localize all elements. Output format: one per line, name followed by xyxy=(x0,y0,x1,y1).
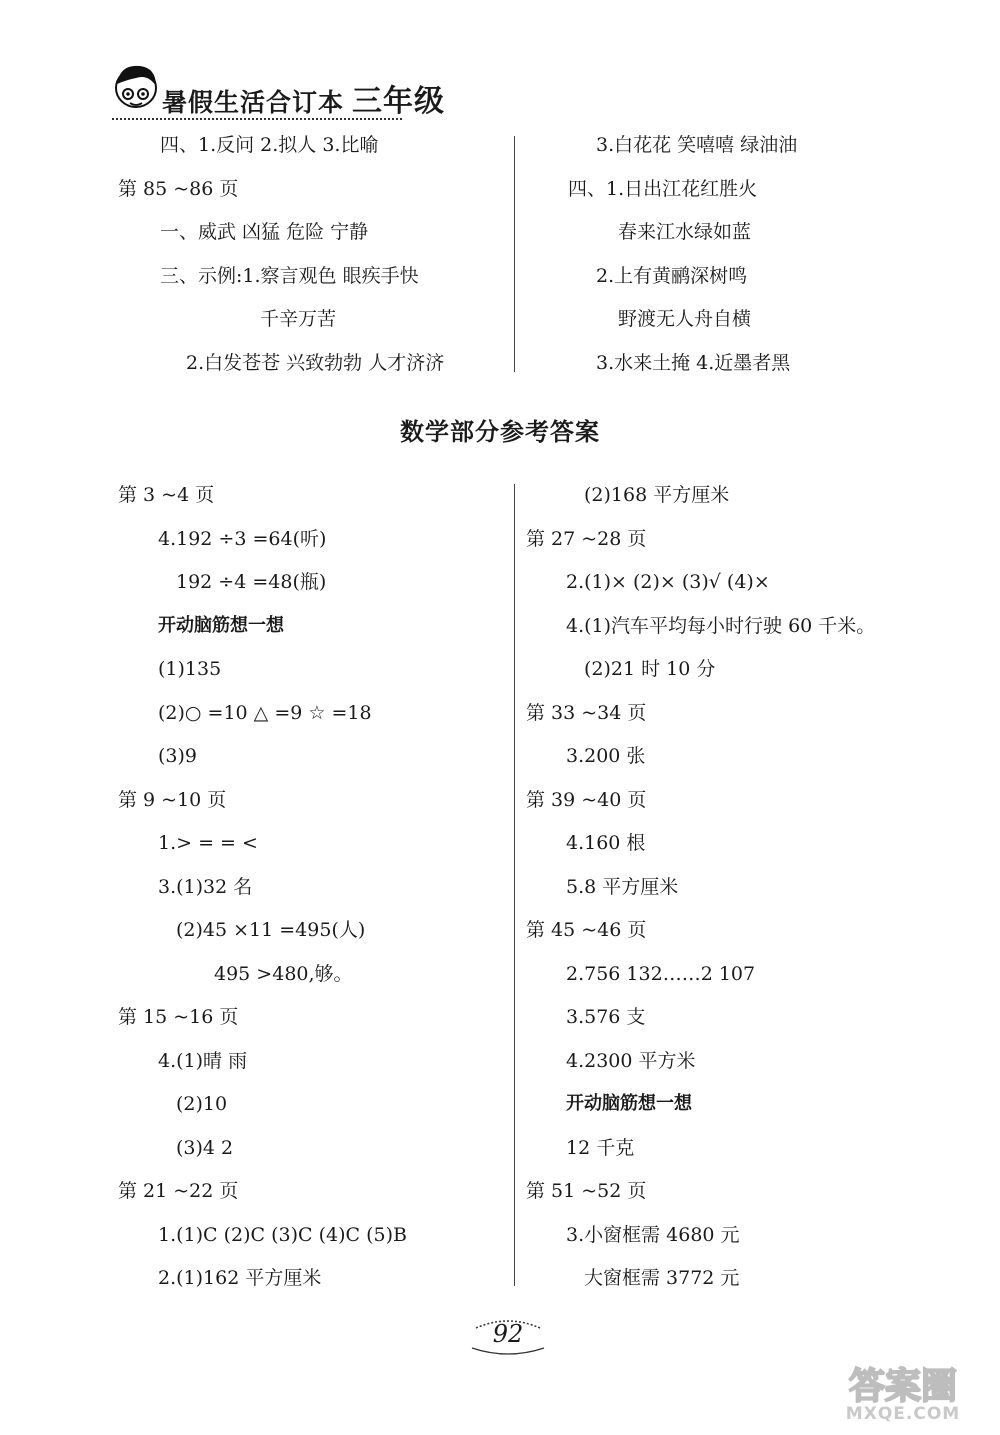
page-number-badge xyxy=(466,1314,550,1358)
page-range-heading: 第 9 ~10 页 xyxy=(118,789,227,811)
answer-line: 5.8 平方厘米 xyxy=(566,876,679,898)
answer-line: 三、示例:1.察言观色 眼疾手快 xyxy=(160,265,419,287)
answer-line: 一、威武 凶猛 危险 宁静 xyxy=(160,221,369,243)
page-range-heading: 第 51 ~52 页 xyxy=(526,1180,647,1202)
watermark-url: MXQE.COM xyxy=(845,1404,961,1424)
answer-line: (2)21 时 10 分 xyxy=(584,658,716,680)
answer-line: (3)9 xyxy=(158,745,198,767)
page-range-heading: 第 27 ~28 页 xyxy=(526,528,647,550)
answer-line: (3)4 2 xyxy=(176,1137,234,1159)
answer-line: 2.白发苍苍 兴致勃勃 人才济济 xyxy=(186,352,445,374)
answer-line: 4.(1)汽车平均每小时行驶 60 千米。 xyxy=(566,615,876,637)
answer-line: (2)○ =10 △ =9 ☆ =18 xyxy=(158,702,372,724)
answer-line: 1.> = = < xyxy=(158,832,258,854)
answer-line: 野渡无人舟自横 xyxy=(618,308,752,330)
math-section-title: 数学部分参考答案 xyxy=(400,418,600,446)
answer-line: 2.756 132……2 107 xyxy=(566,963,756,985)
answer-line: 大窗框需 3772 元 xyxy=(584,1267,740,1289)
answer-line: 3.576 支 xyxy=(566,1006,646,1028)
answer-line: 2.(1)× (2)× (3)√ (4)× xyxy=(566,571,770,593)
answer-line: 1.(1)C (2)C (3)C (4)C (5)B xyxy=(158,1224,407,1246)
cartoon-kid-logo-icon xyxy=(110,58,162,114)
page-number: 92 xyxy=(492,1320,524,1348)
page-range-heading: 第 3 ~4 页 xyxy=(118,484,215,506)
answer-line: 192 ÷4 =48(瓶) xyxy=(176,571,327,593)
answer-line: 四、1.日出江花红胜火 xyxy=(568,178,758,200)
answer-line: 3.白花花 笑嘻嘻 绿油油 xyxy=(596,134,798,156)
watermark-main-text: 答案圈 xyxy=(848,1366,958,1406)
watermark xyxy=(818,1360,988,1430)
page-range-heading: 第 15 ~16 页 xyxy=(118,1006,239,1028)
answer-line: 2.上有黄鹂深树鸣 xyxy=(596,265,748,287)
answer-line: 春来江水绿如蓝 xyxy=(618,221,752,243)
answer-line: 3.水来土掩 4.近墨者黑 xyxy=(596,352,791,374)
answer-line: (1)135 xyxy=(158,658,222,680)
answer-line: (2)10 xyxy=(176,1093,228,1115)
answer-line: 3.200 张 xyxy=(566,745,646,767)
column-divider-bottom xyxy=(514,484,515,1286)
answer-line: 4.192 ÷3 =64(听) xyxy=(158,528,327,550)
column-divider-top xyxy=(514,136,515,372)
book-name: 暑假生活合订本 xyxy=(162,88,345,117)
answer-line: 四、1.反问 2.拟人 3.比喻 xyxy=(160,134,379,156)
book-title xyxy=(162,76,445,120)
answer-line: 12 千克 xyxy=(566,1137,635,1159)
page-range-heading: 第 45 ~46 页 xyxy=(526,919,647,941)
answer-line: (2)45 ×11 =495(人) xyxy=(176,919,366,941)
answer-line: 4.(1)晴 雨 xyxy=(158,1050,248,1072)
answer-line: 3.小窗框需 4680 元 xyxy=(566,1224,740,1246)
page-range-heading: 第 21 ~22 页 xyxy=(118,1180,239,1202)
page-header xyxy=(110,58,530,118)
answer-line: 495 >480,够。 xyxy=(214,963,353,985)
answer-line: 3.(1)32 名 xyxy=(158,876,253,898)
answer-line: (2)168 平方厘米 xyxy=(584,484,730,506)
page-range-heading: 第 85 ~86 页 xyxy=(118,178,239,200)
header-rule xyxy=(112,118,402,120)
watermark-logo-icon xyxy=(818,1360,988,1406)
answer-line: 4.2300 平方米 xyxy=(566,1050,696,1072)
answer-line: 千辛万苦 xyxy=(260,308,337,330)
answer-line: 2.(1)162 平方厘米 xyxy=(158,1267,322,1289)
bonus-heading: 开动脑筋想一想 xyxy=(158,615,284,636)
page-range-heading: 第 33 ~34 页 xyxy=(526,702,647,724)
answer-line: 4.160 根 xyxy=(566,832,646,854)
page-range-heading: 第 39 ~40 页 xyxy=(526,789,647,811)
bonus-heading: 开动脑筋想一想 xyxy=(566,1093,692,1114)
grade-label: 三年级 xyxy=(352,84,446,119)
